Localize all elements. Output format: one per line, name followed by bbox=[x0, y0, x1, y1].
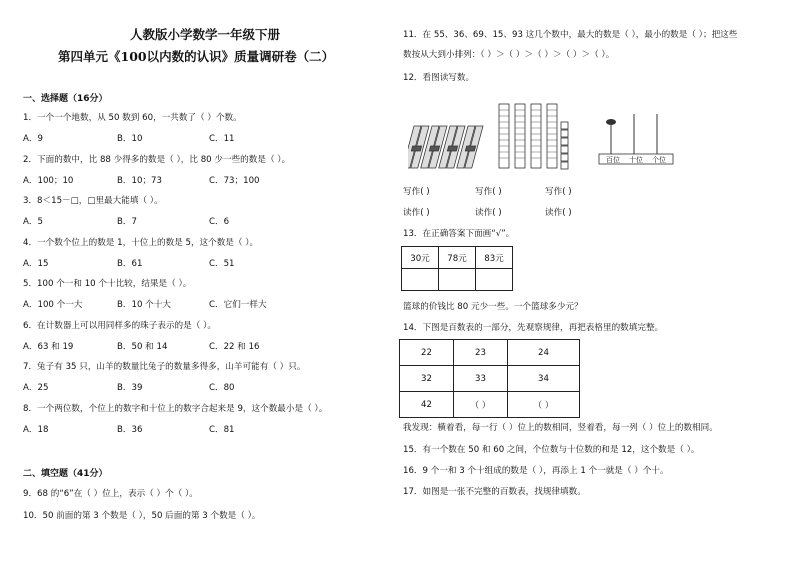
abacus-image bbox=[597, 110, 677, 180]
question-stem: 8．一个两位数，个位上的数字和十位上的数字合起来是 9，这个数最小是（ ）。 bbox=[23, 403, 328, 414]
answer-option[interactable]: C．51 bbox=[209, 258, 235, 269]
answer-option[interactable]: B．10 bbox=[117, 134, 143, 144]
question-stem: 1．一个一个地数，从 50 数到 60，一共数了（ ）个数。 bbox=[23, 113, 242, 123]
answer-option[interactable]: B．10；73 bbox=[117, 175, 162, 186]
question-stem: 7．兔子有 35 只，山羊的数量比兔子的数量多得多，山羊可能有（ ）只。 bbox=[23, 362, 306, 372]
price-cell[interactable]: 30元 bbox=[402, 247, 439, 269]
answer-option[interactable]: C．73；100 bbox=[209, 175, 260, 186]
write-blank-2[interactable]: 写作( ) bbox=[475, 187, 502, 197]
write-blank-1[interactable]: 写作( ) bbox=[403, 187, 430, 197]
answer-option[interactable]: B．50 和 14 bbox=[117, 341, 168, 352]
answer-cell[interactable] bbox=[439, 269, 476, 291]
question-11-line-1: 11．在 55、36、69、15、93 这几个数中，最大的数是（ ），最小的数是（ ）；把这些 bbox=[403, 30, 738, 40]
answer-cell[interactable] bbox=[476, 269, 513, 291]
question-12: 12．看图读写数。 bbox=[403, 73, 475, 83]
answer-cell[interactable] bbox=[402, 269, 439, 291]
answer-option[interactable]: C．6 bbox=[209, 217, 230, 227]
answer-option[interactable]: A．100；10 bbox=[23, 175, 74, 186]
hundred-cell: 22 bbox=[400, 340, 454, 366]
question-17: 17．如图是一张不完整的百数表，找规律填数。 bbox=[403, 487, 586, 497]
hundred-cell: 34 bbox=[508, 366, 580, 392]
answer-option[interactable]: A．63 和 19 bbox=[23, 341, 74, 352]
question-9: 9．68 的“6”在（ ）位上，表示（ ）个（ ）。 bbox=[23, 489, 198, 499]
title-line-2: 第四单元《100以内数的认识》质量调研卷（二） bbox=[58, 49, 335, 64]
price-cell[interactable]: 83元 bbox=[476, 247, 513, 269]
answer-option[interactable]: A．18 bbox=[23, 424, 49, 435]
hundred-cell: 23 bbox=[454, 340, 508, 366]
base-ten-blocks-image bbox=[495, 100, 575, 175]
stick-bundles-image bbox=[408, 118, 503, 178]
question-stem: 6．在计数器上可以用同样多的珠子表示的是（ ）。 bbox=[23, 320, 216, 331]
answer-option[interactable]: A．25 bbox=[23, 383, 49, 393]
answer-option[interactable]: B．36 bbox=[117, 424, 143, 435]
question-stem: 2．下面的数中，比 88 少得多的数是（ ），比 80 少一些的数是（ ）。 bbox=[23, 154, 291, 165]
hundred-chart-table bbox=[399, 339, 580, 418]
read-blank-2[interactable]: 读作( ) bbox=[475, 208, 502, 218]
hundred-cell: 24 bbox=[508, 340, 580, 366]
write-blank-3[interactable]: 写作( ) bbox=[545, 187, 572, 197]
read-blank-1[interactable]: 读作( ) bbox=[403, 208, 430, 218]
answer-option[interactable]: B．61 bbox=[117, 258, 143, 269]
hundred-cell-blank[interactable]: （ ） bbox=[454, 392, 508, 418]
answer-option[interactable]: C．11 bbox=[209, 134, 235, 144]
abacus-label-hundreds: 百位 bbox=[606, 156, 620, 164]
question-stem: 3．8＜15－□，□里最大能填（ ）。 bbox=[23, 196, 163, 206]
price-options-table bbox=[401, 246, 513, 291]
question-11-line-2: 数按从大到小排列：（ ）＞（ ）＞（ ）＞（ ）＞（ ）。 bbox=[403, 50, 615, 60]
question-16: 16．9 个一和 3 个十组成的数是（ ），再添上 1 个一就是（ ）个十。 bbox=[403, 466, 669, 476]
section-1-heading: 一、选择题（16分） bbox=[23, 94, 108, 104]
question-15: 15．有一个数在 50 和 60 之间，个位数与十位数的和是 12，这个数是（ ）。 bbox=[403, 445, 700, 455]
hundred-cell-blank[interactable]: （ ） bbox=[508, 392, 580, 418]
answer-option[interactable]: A．100 个一大 bbox=[23, 300, 83, 310]
hundred-cell: 42 bbox=[400, 392, 454, 418]
answer-option[interactable]: A．5 bbox=[23, 217, 43, 227]
hundred-cell: 32 bbox=[400, 366, 454, 392]
read-blank-3[interactable]: 读作( ) bbox=[545, 208, 572, 218]
title-line-1: 人教版小学数学一年级下册 bbox=[130, 27, 281, 42]
answer-option[interactable]: B．7 bbox=[117, 217, 137, 227]
price-cell[interactable]: 78元 bbox=[439, 247, 476, 269]
answer-option[interactable]: C．80 bbox=[209, 383, 235, 393]
abacus-label-tens: 十位 bbox=[629, 156, 643, 164]
question-10: 10．50 前面的第 3 个数是（ ），50 后面的第 3 个数是（ ）。 bbox=[23, 511, 261, 521]
question-14: 14．下图是百数表的一部分，先观察规律，再把表格里的数填完整。 bbox=[403, 323, 664, 333]
question-13: 13．在正确答案下面画“√”。 bbox=[403, 229, 515, 239]
hundred-cell: 33 bbox=[454, 366, 508, 392]
question-stem: 5．100 个一和 10 个十比较，结果是（ ）。 bbox=[23, 279, 192, 289]
section-2-heading: 二、填空题（41分） bbox=[23, 469, 108, 479]
answer-option[interactable]: C．它们一样大 bbox=[209, 300, 267, 310]
answer-option[interactable]: A．9 bbox=[23, 134, 43, 144]
answer-option[interactable]: B．39 bbox=[117, 383, 143, 393]
answer-option[interactable]: C．22 和 16 bbox=[209, 341, 260, 352]
abacus-label-ones: 个位 bbox=[652, 156, 666, 164]
question-14-finding: 我发现：横着看，每一行（ ）位上的数相同，竖着看，每一列（ ）位上的数相同。 bbox=[403, 423, 718, 433]
answer-option[interactable]: C．81 bbox=[209, 424, 235, 435]
answer-option[interactable]: B．10 个十大 bbox=[117, 300, 171, 310]
question-13-text: 篮球的价钱比 80 元少一些。一个篮球多少元？ bbox=[403, 302, 583, 312]
question-stem: 4．一个数个位上的数是 1，十位上的数是 5，这个数是（ ）。 bbox=[23, 237, 259, 248]
answer-option[interactable]: A．15 bbox=[23, 258, 49, 269]
